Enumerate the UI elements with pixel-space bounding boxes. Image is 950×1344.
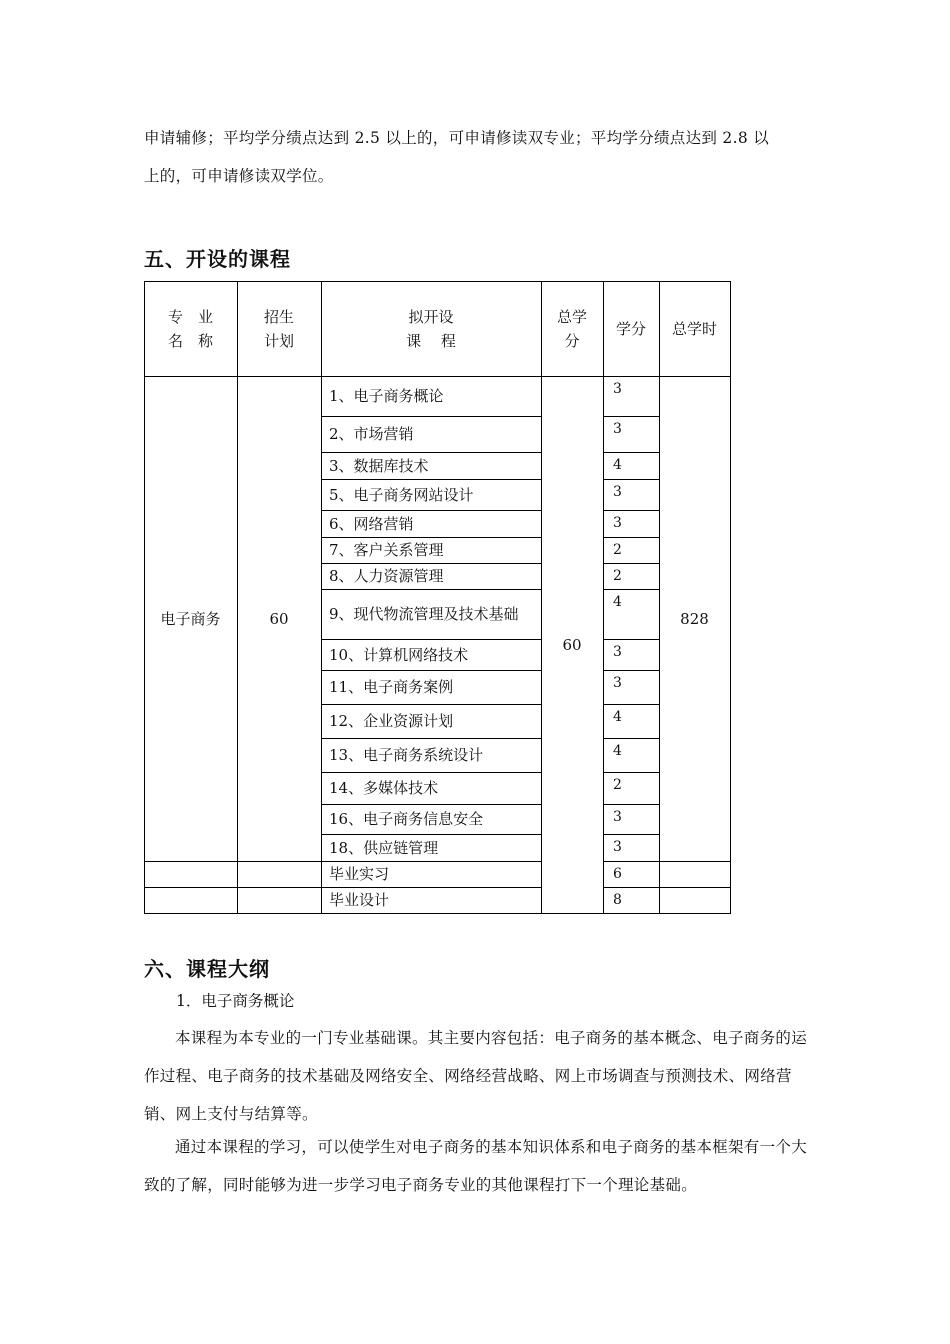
table-hline [603,416,660,417]
course-name: 5、电子商务网站设计 [329,485,474,504]
course-credit: 2 [613,542,622,558]
table-hline [603,887,660,888]
course-credit: 4 [613,743,622,759]
course-name: 7、客户关系管理 [329,541,444,559]
table-hline [603,589,660,590]
table-hline [144,281,731,282]
course-credit: 3 [613,809,622,825]
table-vline [541,281,542,914]
course-name: 11、电子商务案例 [329,678,454,696]
table-hline [603,861,660,862]
table-hline [321,704,542,705]
course-name: 18、供应链管理 [329,838,439,857]
table-hline [321,479,542,480]
table-hline [321,738,542,739]
header-total-credit: 总学 分 [556,307,587,350]
course-credit: 4 [613,457,622,473]
table-hline [321,772,542,773]
subsection-title: 1．电子商务概论 [176,992,295,1010]
table-vline [237,281,238,914]
table-hline [603,479,660,480]
table-vline [321,281,322,914]
total-credit-cell: 60 [562,635,582,654]
course-name: 1、电子商务概论 [329,387,444,405]
table-hline [603,670,660,671]
course-credit: 8 [613,892,622,908]
table-vline [659,281,660,914]
outline-paragraph-1: 本课程为本专业的一门专业基础课。其主要内容包括：电子商务的基本概念、电子商务的运作过程、电子商务的技术基础及网络安全、网络经营战略、网上市场调查与预测技术、网络营销、网上支付与结算等。 [144,1029,808,1123]
course-name: 6、网络营销 [329,514,414,533]
table-hline [321,563,542,564]
course-credit: 2 [613,568,622,584]
table-hline [603,804,660,805]
table-hline [603,563,660,564]
section-6-title: 六、课程大纲 [144,957,270,981]
header-course: 拟开设 课 程 [406,307,456,350]
course-credit: 3 [613,515,622,531]
table-hline [321,639,542,640]
table-hline [144,861,322,862]
intro-line-2: 上的，可申请修读双学位。 [144,167,334,185]
table-hline [659,861,731,862]
table-hline [321,861,542,862]
course-name: 13、电子商务系统设计 [329,746,484,764]
course-name: 10、计算机网络技术 [329,645,469,664]
table-hline [603,639,660,640]
course-name: 3、数据库技术 [329,456,429,475]
table-hline [321,887,542,888]
table-hline [603,704,660,705]
course-name: 14、多媒体技术 [329,779,439,797]
course-credit: 3 [613,839,622,855]
table-hline [321,589,542,590]
total-hours-cell: 828 [680,609,709,628]
table-hline [144,887,322,888]
header-plan: 招生 计划 [263,307,294,350]
table-hline [659,887,731,888]
table-vline [144,281,145,914]
table-hline [321,670,542,671]
course-name: 9、现代物流管理及技术基础 [329,605,519,623]
course-credit: 4 [613,709,622,725]
table-hline [321,804,542,805]
course-credit: 3 [613,421,622,437]
intro-line-1: 申请辅修；平均学分绩点达到 2.5 以上的，可申请修读双专业；平均学分绩点达到 2.8 以 [144,129,770,147]
major-name-cell: 电子商务 [160,609,221,628]
course-credit: 3 [613,381,622,397]
table-vline [730,281,731,914]
table-hline [603,510,660,511]
table-hline [603,537,660,538]
course-name: 毕业实习 [329,865,390,883]
enrollment-plan-cell: 60 [269,609,289,628]
table-hline [321,452,542,453]
table-vline [603,281,604,914]
course-credit: 3 [613,644,622,660]
course-credit: 4 [613,594,622,610]
table-hline [603,772,660,773]
course-name: 2、市场营销 [329,425,414,443]
table-hline [321,416,542,417]
table-hline [144,376,731,377]
course-credit: 6 [613,866,622,882]
intro-paragraph [144,119,808,195]
table-hline [144,913,731,914]
header-major: 专 业 名 称 [167,307,213,350]
header-credit: 学分 [615,319,646,338]
course-name: 毕业设计 [329,891,390,909]
course-credit: 3 [613,484,622,500]
table-hline [603,452,660,453]
section-5-title: 五、开设的课程 [144,247,291,271]
table-hline [603,834,660,835]
course-name: 8、人力资源管理 [329,567,444,585]
table-hline [321,537,542,538]
course-credit: 3 [613,675,622,691]
course-name: 12、企业资源计划 [329,712,454,730]
course-name: 16、电子商务信息安全 [329,810,484,828]
table-hline [603,738,660,739]
course-credit: 2 [613,777,622,793]
outline-paragraph-2: 通过本课程的学习，可以使学生对电子商务的基本知识体系和电子商务的基本框架有一个大致的了解，同时能够为进一步学习电子商务专业的其他课程打下一个理论基础。 [144,1138,808,1194]
header-total-hours: 总学时 [671,319,717,338]
table-hline [321,834,542,835]
table-hline [321,510,542,511]
